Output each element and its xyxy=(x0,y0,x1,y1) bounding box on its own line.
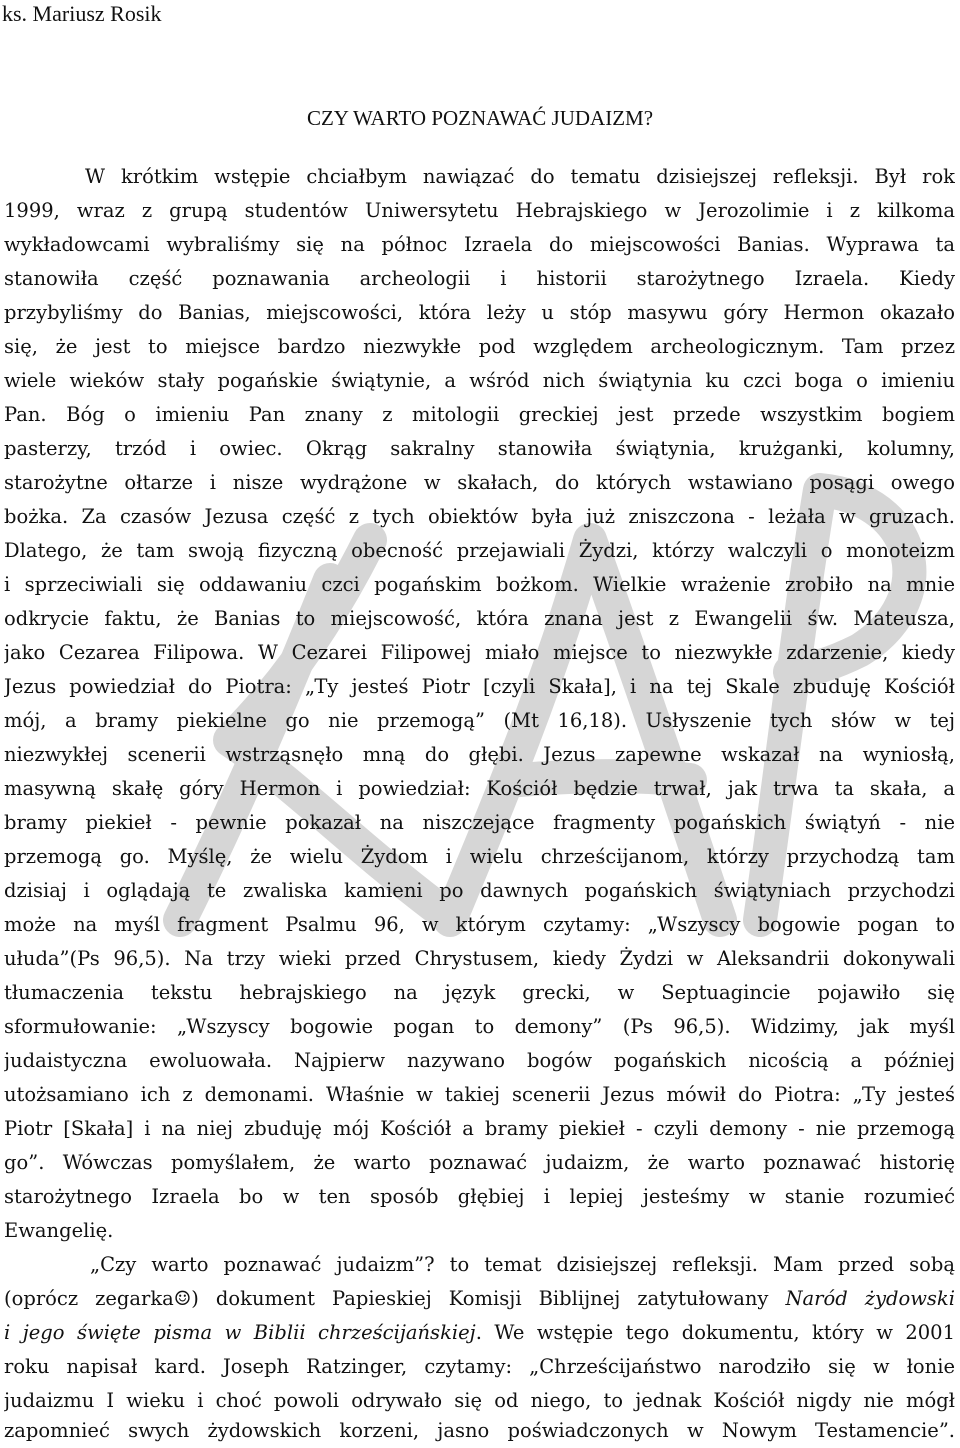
text-line: wykładowcami wybraliśmy się na północ Izraela do miejscowości Banias. Wyprawa ta xyxy=(4,233,955,256)
text-line: odkrycie faktu, że Banias to miejscowość, która znana jest z Ewangelii św. Mateusza, xyxy=(4,607,955,630)
text-line xyxy=(4,1316,955,1350)
text-line: jako Cezarea Filipowa. W Cezarei Filipowej miało miejsce to niezwykłe zdarzenie, kiedy xyxy=(4,641,955,664)
document-title: CZY WARTO POZNAWAĆ JUDAIZM? xyxy=(306,106,654,130)
text-span: . We wstępie tego dokumentu, który w 2001 xyxy=(475,1321,955,1344)
text-line: niezwykłej scenerii wstrząsnęło mną do głębi. Jezus zapewne wskazał na wyniosłą, xyxy=(4,743,955,766)
text-line: i sprzeciwiali się oddawaniu czci pogańskim bożkom. Wielkie wrażenie zrobiło na mnie xyxy=(4,573,955,596)
text-span: (oprócz zegarka xyxy=(4,1287,174,1310)
text-line: Ewangelię. xyxy=(4,1219,114,1242)
text-line: Pan. Bóg o imieniu Pan znany z mitologii greckiej jest przede wszystkim bogiem xyxy=(4,403,955,426)
text-line: „Czy warto poznawać judaizm”? to temat dzisiejszej refleksji. Mam przed sobą xyxy=(90,1253,955,1276)
text-line: przybyliśmy do Banias, miejscowości, która leży u stóp masywu góry Hermon okazało xyxy=(4,301,955,324)
text-line: zapomnieć swych żydowskich korzeni, jasno poświadczonych w Nowym Testamencie”. xyxy=(4,1419,955,1442)
text-line: może na myśl fragment Psalmu 96, w którym czytamy: „Wszyscy bogowie pogan to xyxy=(4,913,955,936)
document-title-italic: Naród żydowski xyxy=(785,1287,955,1310)
text-line: stanowiła część poznawania archeologii i historii starożytnego Izraela. Kiedy xyxy=(4,267,955,290)
text-line: judaistyczna ewoluowała. Najpierw nazywano bogów pogańskich nicością a później xyxy=(4,1049,955,1072)
smiley-icon: ☺ xyxy=(173,1287,192,1310)
text-line: Dlatego, że tam swoją fizyczną obecność przejawiali Żydzi, którzy walczyli o monoteizm xyxy=(4,539,955,562)
text-line: ułuda”(Ps 96,5). Na trzy wieki przed Chrystusem, kiedy Żydzi w Aleksandrii dokonywali xyxy=(4,947,955,970)
text-line: Piotr [Skała] i na niej zbuduję mój Kościół a bramy piekieł - czyli demony - nie przemogą xyxy=(4,1117,955,1140)
text-line: 1999, wraz z grupą studentów Uniwersytetu Hebrajskiego w Jerozolimie i z kilkoma xyxy=(4,199,955,222)
text-line: judaizmu I wieku i choć powoli odrywało się od niego, to jednak Kościół nigdy nie mógł xyxy=(4,1389,955,1412)
text-line: roku napisał kard. Joseph Ratzinger, czytamy: „Chrześcijaństwo narodziło się w łonie xyxy=(4,1355,955,1378)
text-line: wiele wieków stały pogańskie świątynie, a wśród nich świątynia ku czci boga o imieniu xyxy=(4,369,955,392)
text-line: starożytne ołtarze i nisze wydrążone w skałach, do których wstawiano posągi owego xyxy=(4,471,955,494)
text-line: dzisiaj i oglądają te zwaliska kamieni po dawnych pogańskich świątyniach przychodzi xyxy=(4,879,955,902)
text-line: tłumaczenia tekstu hebrajskiego na język grecki, w Septuagincie pojawiło się xyxy=(4,981,955,1004)
text-line xyxy=(4,1282,955,1316)
text-line: sformułowanie: „Wszyscy bogowie pogan to demony” (Ps 96,5). Widzimy, jak myśl xyxy=(4,1015,955,1038)
text-line: go”. Wówczas pomyślałem, że warto poznawać judaizm, że warto poznawać historię xyxy=(4,1151,955,1174)
author-name: ks. Mariusz Rosik xyxy=(2,1,162,26)
text-line: starożytnego Izraela bo w ten sposób głębiej i lepiej jesteśmy w stanie rozumieć xyxy=(4,1185,955,1208)
text-line: bożka. Za czasów Jezusa część z tych obiektów była już zniszczona - leżała w gruzach. xyxy=(4,505,955,528)
text-line: się, że jest to miejsce bardzo niezwykłe pod względem archeologicznym. Tam przez xyxy=(4,335,955,358)
text-line: W krótkim wstępie chciałbym nawiązać do tematu dzisiejszej refleksji. Był rok xyxy=(85,165,955,188)
text-line: bramy piekieł - pewnie pokazał na niszczejące fragmenty pogańskich świątyń - nie xyxy=(4,811,955,834)
text-line: masywną skałę góry Hermon i powiedział: Kościół będzie trwał, jak trwa ta skała, a xyxy=(4,777,955,800)
text-line: mój, a bramy piekielne go nie przemogą” (Mt 16,18). Usłyszenie tych słów w tej xyxy=(4,709,955,732)
document-title-italic: i jego święte pisma w Biblii chrześcijańskiej xyxy=(4,1321,476,1344)
text-line: Jezus powiedział do Piotra: „Ty jesteś Piotr [czyli Skała], i na tej Skale zbuduję Kościół xyxy=(4,675,955,698)
text-span: ) dokument Papieskiej Komisji Biblijnej zatytułowany xyxy=(191,1287,786,1310)
text-line: przemogą go. Myślę, że wielu Żydom i wielu chrześcijanom, którzy przychodzą tam xyxy=(4,845,955,868)
text-line: pasterzy, trzód i owiec. Okrąg sakralny stanowiła świątynia, krużganki, kolumny, xyxy=(4,437,955,460)
text-line: utożsamiano ich z demonami. Właśnie w takiej scenerii Jezus mówił do Piotra: „Ty jesteś xyxy=(4,1083,955,1106)
